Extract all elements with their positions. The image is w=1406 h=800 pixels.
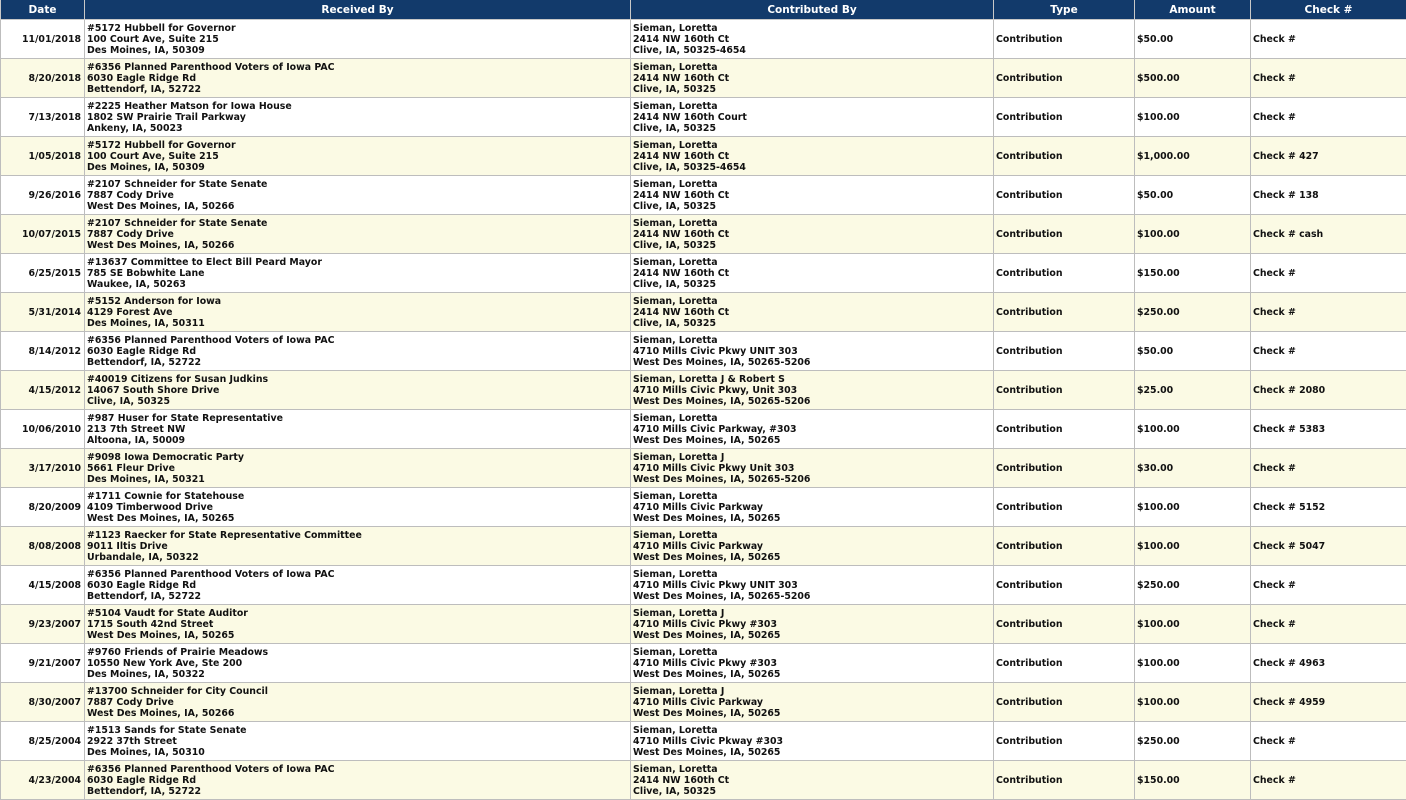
contributor-city: West Des Moines, IA, 50265	[633, 669, 781, 680]
contributor-city: West Des Moines, IA, 50265	[633, 435, 781, 446]
received-by-cell	[85, 605, 631, 644]
contributor-name: Sieman, Loretta	[633, 23, 718, 34]
contributor-name: Sieman, Loretta	[633, 491, 718, 502]
received-by-cell	[85, 215, 631, 254]
contributor-name: Sieman, Loretta	[633, 335, 718, 346]
contributed-by-cell	[631, 449, 994, 488]
received-by-city: Des Moines, IA, 50310	[87, 747, 205, 758]
check-number-cell: Check #	[1251, 449, 1406, 488]
received-by-cell	[85, 683, 631, 722]
received-by-city: West Des Moines, IA, 50265	[87, 630, 235, 641]
received-by-committee: #6356 Planned Parenthood Voters of Iowa PAC	[87, 569, 335, 580]
received-by-cell	[85, 566, 631, 605]
date-cell: 8/14/2012	[1, 332, 85, 371]
received-by-street: 4109 Timberwood Drive	[87, 502, 214, 513]
amount-cell: $500.00	[1135, 59, 1251, 98]
amount-cell: $100.00	[1135, 488, 1251, 527]
check-number-cell: Check # 5047	[1251, 527, 1406, 566]
amount-cell: $250.00	[1135, 722, 1251, 761]
received-by-city: Bettendorf, IA, 52722	[87, 357, 202, 368]
contributor-name: Sieman, Loretta	[633, 413, 718, 424]
contributor-street: 4710 Mills Civic Pkwy UNIT 303	[633, 580, 798, 591]
contributor-street: 4710 Mills Civic Pkwy, Unit 303	[633, 385, 798, 396]
type-cell: Contribution	[994, 527, 1135, 566]
contributor-city: West Des Moines, IA, 50265	[633, 552, 781, 563]
check-number-cell: Check # 5152	[1251, 488, 1406, 527]
contributor-city: West Des Moines, IA, 50265	[633, 630, 781, 641]
type-cell: Contribution	[994, 332, 1135, 371]
type-cell: Contribution	[994, 254, 1135, 293]
received-by-cell	[85, 644, 631, 683]
type-cell: Contribution	[994, 605, 1135, 644]
received-by-street: 785 SE Bobwhite Lane	[87, 268, 205, 279]
contributed-by-cell	[631, 566, 994, 605]
contributor-city: Clive, IA, 50325	[633, 240, 716, 251]
amount-cell: $250.00	[1135, 293, 1251, 332]
type-cell: Contribution	[994, 722, 1135, 761]
received-by-committee: #1513 Sands for State Senate	[87, 725, 247, 736]
received-by-cell	[85, 332, 631, 371]
contributor-name: Sieman, Loretta	[633, 62, 718, 73]
contributor-street: 2414 NW 160th Ct	[633, 190, 730, 201]
type-cell: Contribution	[994, 137, 1135, 176]
type-cell: Contribution	[994, 683, 1135, 722]
contributor-name: Sieman, Loretta	[633, 569, 718, 580]
amount-cell: $250.00	[1135, 566, 1251, 605]
received-by-committee: #9098 Iowa Democratic Party	[87, 452, 244, 463]
contributor-city: West Des Moines, IA, 50265-5206	[633, 591, 811, 602]
contributed-by-cell	[631, 644, 994, 683]
contributed-by-cell	[631, 410, 994, 449]
contributed-by-cell	[631, 527, 994, 566]
amount-cell: $25.00	[1135, 371, 1251, 410]
received-by-committee: #5172 Hubbell for Governor	[87, 140, 236, 151]
received-by-city: Des Moines, IA, 50309	[87, 45, 205, 56]
table-row	[1, 215, 1406, 254]
received-by-city: Bettendorf, IA, 52722	[87, 591, 202, 602]
received-by-committee: #1711 Cownie for Statehouse	[87, 491, 245, 502]
check-number-cell: Check #	[1251, 332, 1406, 371]
check-number-cell: Check #	[1251, 254, 1406, 293]
contributor-street: 4710 Mills Civic Pkwy UNIT 303	[633, 346, 798, 357]
date-cell: 3/17/2010	[1, 449, 85, 488]
received-by-street: 4129 Forest Ave	[87, 307, 173, 318]
contributor-street: 2414 NW 160th Ct	[633, 307, 730, 318]
date-cell: 8/30/2007	[1, 683, 85, 722]
type-cell: Contribution	[994, 566, 1135, 605]
contributor-street: 4710 Mills Civic Pkwy #303	[633, 658, 777, 669]
amount-cell: $100.00	[1135, 605, 1251, 644]
contributor-city: Clive, IA, 50325	[633, 318, 716, 329]
type-cell: Contribution	[994, 371, 1135, 410]
received-by-committee: #5152 Anderson for Iowa	[87, 296, 222, 307]
table-row	[1, 20, 1406, 59]
type-cell: Contribution	[994, 761, 1135, 800]
type-cell: Contribution	[994, 215, 1135, 254]
contributor-name: Sieman, Loretta	[633, 725, 718, 736]
received-by-committee: #2225 Heather Matson for Iowa House	[87, 101, 292, 112]
contributor-city: Clive, IA, 50325-4654	[633, 45, 746, 56]
contributor-name: Sieman, Loretta J & Robert S	[633, 374, 785, 385]
type-cell: Contribution	[994, 410, 1135, 449]
contributed-by-cell	[631, 488, 994, 527]
date-cell: 10/07/2015	[1, 215, 85, 254]
contributed-by-cell	[631, 605, 994, 644]
received-by-street: 100 Court Ave, Suite 215	[87, 34, 219, 45]
table-row	[1, 332, 1406, 371]
contributor-street: 4710 Mills Civic Parkway	[633, 502, 764, 513]
date-cell: 8/25/2004	[1, 722, 85, 761]
date-cell: 11/01/2018	[1, 20, 85, 59]
contributor-street: 4710 Mills Civic Pkwy #303	[633, 619, 777, 630]
received-by-street: 2922 37th Street	[87, 736, 177, 747]
contributor-city: Clive, IA, 50325	[633, 786, 716, 797]
check-number-cell: Check #	[1251, 59, 1406, 98]
contributor-street: 4710 Mills Civic Parkway	[633, 541, 764, 552]
contributor-street: 4710 Mills Civic Parkway, #303	[633, 424, 797, 435]
received-by-street: 1802 SW Prairie Trail Parkway	[87, 112, 246, 123]
received-by-street: 7887 Cody Drive	[87, 697, 174, 708]
type-cell: Contribution	[994, 59, 1135, 98]
contributor-name: Sieman, Loretta	[633, 179, 718, 190]
table-row	[1, 293, 1406, 332]
received-by-cell	[85, 527, 631, 566]
table-row	[1, 371, 1406, 410]
check-number-cell: Check #	[1251, 98, 1406, 137]
check-number-cell: Check #	[1251, 566, 1406, 605]
type-cell: Contribution	[994, 20, 1135, 59]
contributed-by-cell	[631, 683, 994, 722]
check-number-cell: Check # 138	[1251, 176, 1406, 215]
received-by-city: Des Moines, IA, 50322	[87, 669, 205, 680]
amount-cell: $50.00	[1135, 332, 1251, 371]
received-by-city: Waukee, IA, 50263	[87, 279, 186, 290]
contributor-name: Sieman, Loretta J	[633, 608, 725, 619]
contributor-name: Sieman, Loretta	[633, 647, 718, 658]
received-by-city: West Des Moines, IA, 50266	[87, 240, 235, 251]
received-by-city: Des Moines, IA, 50321	[87, 474, 205, 485]
type-cell: Contribution	[994, 293, 1135, 332]
received-by-city: Bettendorf, IA, 52722	[87, 786, 202, 797]
contributed-by-cell	[631, 98, 994, 137]
check-number-cell: Check # cash	[1251, 215, 1406, 254]
amount-cell: $30.00	[1135, 449, 1251, 488]
amount-cell: $100.00	[1135, 215, 1251, 254]
column-header-contributed-by[interactable]: Contributed By	[631, 0, 994, 20]
amount-cell: $150.00	[1135, 254, 1251, 293]
table-row	[1, 722, 1406, 761]
received-by-cell	[85, 722, 631, 761]
received-by-street: 100 Court Ave, Suite 215	[87, 151, 219, 162]
received-by-street: 14067 South Shore Drive	[87, 385, 220, 396]
contributed-by-cell	[631, 176, 994, 215]
contributor-name: Sieman, Loretta J	[633, 452, 725, 463]
date-cell: 4/23/2004	[1, 761, 85, 800]
contributed-by-cell	[631, 59, 994, 98]
amount-cell: $1,000.00	[1135, 137, 1251, 176]
received-by-committee: #6356 Planned Parenthood Voters of Iowa PAC	[87, 764, 335, 775]
received-by-committee: #9760 Friends of Prairie Meadows	[87, 647, 269, 658]
column-header-amount[interactable]: Amount	[1135, 0, 1251, 20]
received-by-committee: #1123 Raecker for State Representative Committee	[87, 530, 362, 541]
check-number-cell: Check # 2080	[1251, 371, 1406, 410]
received-by-committee: #2107 Schneider for State Senate	[87, 179, 268, 190]
contributed-by-cell	[631, 137, 994, 176]
date-cell: 4/15/2008	[1, 566, 85, 605]
contributor-city: West Des Moines, IA, 50265	[633, 708, 781, 719]
contributor-city: Clive, IA, 50325-4654	[633, 162, 746, 173]
contributor-street: 2414 NW 160th Court	[633, 112, 747, 123]
received-by-city: Urbandale, IA, 50322	[87, 552, 199, 563]
contributor-name: Sieman, Loretta J	[633, 686, 725, 697]
table-row	[1, 137, 1406, 176]
amount-cell: $100.00	[1135, 644, 1251, 683]
table-row	[1, 254, 1406, 293]
received-by-street: 6030 Eagle Ridge Rd	[87, 580, 197, 591]
received-by-cell	[85, 254, 631, 293]
received-by-cell	[85, 761, 631, 800]
received-by-committee: #13637 Committee to Elect Bill Peard Mayor	[87, 257, 322, 268]
received-by-cell	[85, 98, 631, 137]
column-header-received-by[interactable]: Received By	[85, 0, 631, 20]
received-by-street: 6030 Eagle Ridge Rd	[87, 775, 197, 786]
contributor-street: 2414 NW 160th Ct	[633, 34, 730, 45]
received-by-cell	[85, 410, 631, 449]
contributor-street: 2414 NW 160th Ct	[633, 229, 730, 240]
received-by-city: West Des Moines, IA, 50265	[87, 513, 235, 524]
amount-cell: $50.00	[1135, 20, 1251, 59]
contributor-city: Clive, IA, 50325	[633, 279, 716, 290]
contributed-by-cell	[631, 761, 994, 800]
received-by-street: 6030 Eagle Ridge Rd	[87, 346, 197, 357]
date-cell: 6/25/2015	[1, 254, 85, 293]
amount-cell: $100.00	[1135, 410, 1251, 449]
table-row	[1, 410, 1406, 449]
check-number-cell: Check # 427	[1251, 137, 1406, 176]
table-row	[1, 683, 1406, 722]
check-number-cell: Check # 5383	[1251, 410, 1406, 449]
contributor-name: Sieman, Loretta	[633, 530, 718, 541]
date-cell: 8/20/2018	[1, 59, 85, 98]
table-header-row	[1, 0, 1406, 20]
received-by-cell	[85, 449, 631, 488]
contributor-city: West Des Moines, IA, 50265-5206	[633, 357, 811, 368]
table-row	[1, 644, 1406, 683]
amount-cell: $100.00	[1135, 683, 1251, 722]
table-row	[1, 761, 1406, 800]
contributor-street: 2414 NW 160th Ct	[633, 73, 730, 84]
received-by-committee: #6356 Planned Parenthood Voters of Iowa PAC	[87, 62, 335, 73]
contributor-name: Sieman, Loretta	[633, 218, 718, 229]
contributed-by-cell	[631, 20, 994, 59]
amount-cell: $100.00	[1135, 98, 1251, 137]
received-by-street: 1715 South 42nd Street	[87, 619, 214, 630]
date-cell: 9/21/2007	[1, 644, 85, 683]
received-by-street: 7887 Cody Drive	[87, 190, 174, 201]
contributor-street: 4710 Mills Civic Parkway	[633, 697, 764, 708]
contributor-city: West Des Moines, IA, 50265	[633, 747, 781, 758]
contributed-by-cell	[631, 254, 994, 293]
received-by-cell	[85, 293, 631, 332]
contributor-city: West Des Moines, IA, 50265	[633, 513, 781, 524]
received-by-cell	[85, 59, 631, 98]
amount-cell: $50.00	[1135, 176, 1251, 215]
contributor-city: West Des Moines, IA, 50265-5206	[633, 396, 811, 407]
table-row	[1, 449, 1406, 488]
contributor-city: Clive, IA, 50325	[633, 201, 716, 212]
check-number-cell: Check #	[1251, 20, 1406, 59]
contributed-by-cell	[631, 293, 994, 332]
date-cell: 1/05/2018	[1, 137, 85, 176]
received-by-city: West Des Moines, IA, 50266	[87, 201, 235, 212]
received-by-committee: #6356 Planned Parenthood Voters of Iowa PAC	[87, 335, 335, 346]
table-row	[1, 566, 1406, 605]
received-by-city: Clive, IA, 50325	[87, 396, 170, 407]
type-cell: Contribution	[994, 98, 1135, 137]
contributor-name: Sieman, Loretta	[633, 140, 718, 151]
received-by-street: 7887 Cody Drive	[87, 229, 174, 240]
date-cell: 10/06/2010	[1, 410, 85, 449]
received-by-cell	[85, 488, 631, 527]
contributor-name: Sieman, Loretta	[633, 296, 718, 307]
check-number-cell: Check # 4959	[1251, 683, 1406, 722]
date-cell: 8/20/2009	[1, 488, 85, 527]
contributor-city: Clive, IA, 50325	[633, 84, 716, 95]
received-by-city: West Des Moines, IA, 50266	[87, 708, 235, 719]
date-cell: 9/23/2007	[1, 605, 85, 644]
received-by-committee: #5172 Hubbell for Governor	[87, 23, 236, 34]
received-by-committee: #2107 Schneider for State Senate	[87, 218, 268, 229]
column-header-check[interactable]: Check #	[1251, 0, 1406, 20]
received-by-city: Des Moines, IA, 50311	[87, 318, 205, 329]
received-by-street: 6030 Eagle Ridge Rd	[87, 73, 197, 84]
type-cell: Contribution	[994, 488, 1135, 527]
check-number-cell: Check #	[1251, 293, 1406, 332]
contributor-city: Clive, IA, 50325	[633, 123, 716, 134]
contributed-by-cell	[631, 332, 994, 371]
contributor-street: 2414 NW 160th Ct	[633, 775, 730, 786]
check-number-cell: Check #	[1251, 722, 1406, 761]
table-row	[1, 527, 1406, 566]
date-cell: 5/31/2014	[1, 293, 85, 332]
date-cell: 7/13/2018	[1, 98, 85, 137]
received-by-street: 213 7th Street NW	[87, 424, 186, 435]
received-by-street: 10550 New York Ave, Ste 200	[87, 658, 243, 669]
received-by-city: Altoona, IA, 50009	[87, 435, 186, 446]
table-row	[1, 488, 1406, 527]
contributor-name: Sieman, Loretta	[633, 764, 718, 775]
received-by-cell	[85, 371, 631, 410]
contributor-name: Sieman, Loretta	[633, 101, 718, 112]
table-row	[1, 59, 1406, 98]
date-cell: 9/26/2016	[1, 176, 85, 215]
table-body	[1, 20, 1406, 800]
amount-cell: $100.00	[1135, 527, 1251, 566]
type-cell: Contribution	[994, 449, 1135, 488]
received-by-cell	[85, 20, 631, 59]
check-number-cell: Check #	[1251, 761, 1406, 800]
table-row	[1, 98, 1406, 137]
received-by-street: 5661 Fleur Drive	[87, 463, 175, 474]
contributed-by-cell	[631, 215, 994, 254]
received-by-city: Bettendorf, IA, 52722	[87, 84, 202, 95]
received-by-cell	[85, 137, 631, 176]
table-row	[1, 176, 1406, 215]
received-by-street: 9011 Iltis Drive	[87, 541, 168, 552]
column-header-date[interactable]: Date	[1, 0, 85, 20]
check-number-cell: Check # 4963	[1251, 644, 1406, 683]
contributor-street: 2414 NW 160th Ct	[633, 151, 730, 162]
contributed-by-cell	[631, 722, 994, 761]
contributor-street: 4710 Mills Civic Pkwy Unit 303	[633, 463, 795, 474]
contributor-name: Sieman, Loretta	[633, 257, 718, 268]
date-cell: 4/15/2012	[1, 371, 85, 410]
received-by-committee: #987 Huser for State Representative	[87, 413, 283, 424]
check-number-cell: Check #	[1251, 605, 1406, 644]
received-by-committee: #40019 Citizens for Susan Judkins	[87, 374, 269, 385]
contributor-street: 4710 Mills Civic Pkway #303	[633, 736, 784, 747]
table-row	[1, 605, 1406, 644]
column-header-type[interactable]: Type	[994, 0, 1135, 20]
received-by-cell	[85, 176, 631, 215]
contributor-street: 2414 NW 160th Ct	[633, 268, 730, 279]
type-cell: Contribution	[994, 176, 1135, 215]
contributed-by-cell	[631, 371, 994, 410]
received-by-city: Ankeny, IA, 50023	[87, 123, 183, 134]
amount-cell: $150.00	[1135, 761, 1251, 800]
contributor-city: West Des Moines, IA, 50265-5206	[633, 474, 811, 485]
received-by-committee: #13700 Schneider for City Council	[87, 686, 268, 697]
type-cell: Contribution	[994, 644, 1135, 683]
date-cell: 8/08/2008	[1, 527, 85, 566]
received-by-committee: #5104 Vaudt for State Auditor	[87, 608, 248, 619]
received-by-city: Des Moines, IA, 50309	[87, 162, 205, 173]
